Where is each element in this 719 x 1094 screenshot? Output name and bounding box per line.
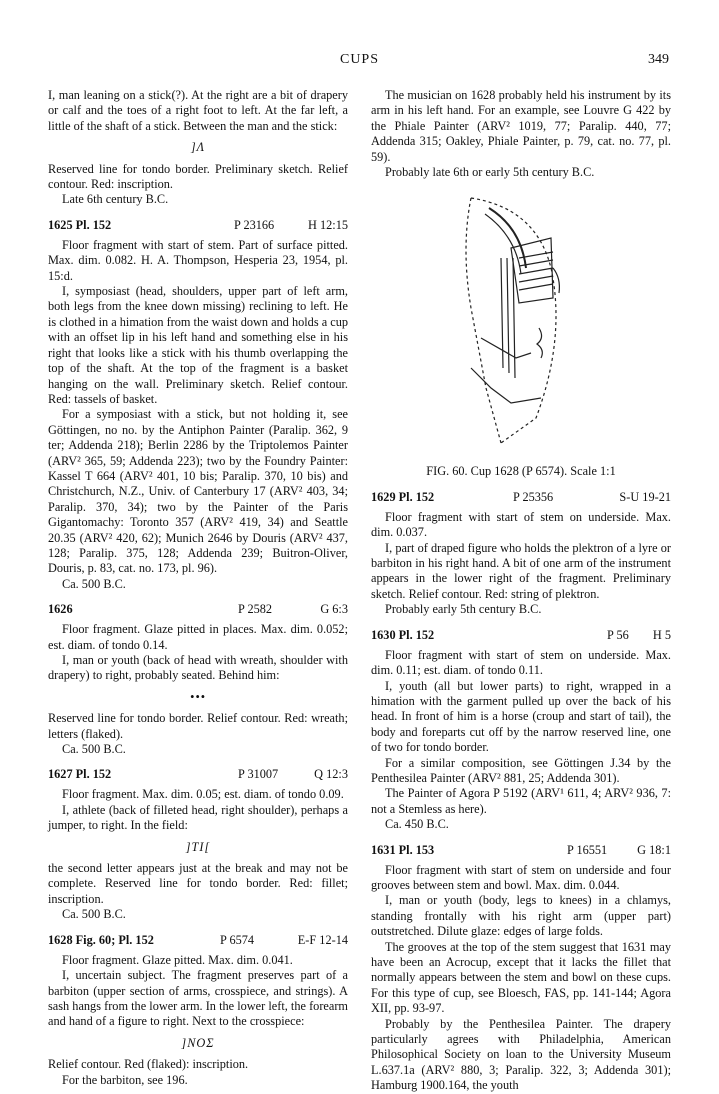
entry-1627-heading: [48, 767, 348, 783]
inventory-number: P 56: [607, 627, 629, 642]
entry-number: 1631 Pl. 153: [371, 842, 435, 857]
entry-1625-heading: [48, 218, 348, 234]
right-column: [371, 88, 671, 1094]
findspot: H 5: [652, 627, 671, 642]
paragraph: Floor fragment. Max. dim. 0.05; est. diam. of tondo 0.09.: [62, 787, 344, 802]
inscription: ]TI[: [185, 839, 211, 854]
paragraph: Floor fragment. Glaze pitted in places. Max. dim. 0.052; est. diam. of tondo 0.14.: [48, 622, 348, 652]
paragraph: I, uncertain subject. The fragment preserves part of a barbiton (upper section of arms, crosspiece, and strings). A sash hangs from the lower arm. In the lower left, the forearm and hand of a figure to right. Next to the crosspiece:: [48, 968, 348, 1029]
entry-number: 1626: [48, 602, 73, 617]
inscription: ]NOΣ: [181, 1035, 215, 1050]
findspot: G 18:1: [637, 842, 671, 857]
findspot: S-U 19-21: [619, 489, 671, 504]
date-line: Probably late 6th or early 5th century B.C.: [385, 165, 595, 180]
findspot: Q 12:3: [314, 767, 348, 782]
entry-number: 1627 Pl. 152: [48, 767, 112, 782]
paragraph: For the barbiton, see 196.: [62, 1072, 188, 1087]
left-column: [48, 88, 348, 1088]
entry-1626-heading: [48, 602, 348, 618]
date-line: Probably early 5th century B.C.: [385, 602, 542, 617]
figure-60: [371, 188, 671, 458]
findspot: E-F 12-14: [297, 932, 348, 947]
figure-caption: FIG. 60. Cup 1628 (P 6574). Scale 1:1: [426, 464, 616, 479]
running-title: CUPS: [339, 52, 380, 67]
entry-1631-heading: [371, 843, 671, 859]
paragraph: Relief contour. Red (flaked): inscription.: [48, 1057, 249, 1072]
paragraph: Probably by the Penthesilea Painter. The drapery particularly agrees with Philadelphia, American Philosophical Society on loan to the University Museum L.637.1a (ARV² 880, 3; Paralip. 322, 3; Addenda 301); Hamburg 1900.164, the youth: [371, 1016, 671, 1093]
paragraph: Floor fragment with start of stem on underside. Max. dim. 0.037.: [371, 509, 671, 540]
paragraph: I, part of draped figure who holds the plektron of a lyre or barbiton in his right hand. A bit of one arm of the instrument appears in the lower right of the fragment. Preliminary sketch. Relief contour. Red: string of plektron.: [371, 540, 671, 601]
date-line: Ca. 450 B.C.: [385, 817, 449, 832]
inventory-number: P 2582: [238, 602, 273, 617]
paragraph: Reserved line for tondo border. Preliminary sketch. Relief contour. Red: inscription.: [48, 161, 348, 192]
barbiton-fragment-drawing: [441, 188, 601, 453]
paragraph: The Painter of Agora P 5192 (ARV¹ 611, 4; ARV² 936, 7: not a Stemless as here).: [371, 786, 671, 816]
page-number: 349: [648, 52, 669, 67]
paragraph: Floor fragment with start of stem on underside and four grooves between stem and bowl. Max. dim. 0.044.: [371, 862, 671, 892]
inscription: ]Λ: [190, 140, 206, 155]
date-line: Late 6th century B.C.: [62, 192, 169, 207]
page-header: [0, 52, 719, 72]
findspot: H 12:15: [308, 217, 348, 232]
entry-number: 1630 Pl. 152: [371, 627, 435, 642]
entry-number: 1625 Pl. 152: [48, 217, 112, 232]
entry-1629-heading: [371, 490, 671, 506]
inventory-number: P 6574: [220, 932, 255, 947]
entry-1628-heading: [48, 933, 348, 949]
date-line: Ca. 500 B.C.: [62, 907, 126, 922]
inventory-number: P 25356: [513, 489, 554, 504]
entry-number: 1628 Fig. 60; Pl. 152: [48, 932, 154, 947]
date-line: Ca. 500 B.C.: [62, 742, 126, 757]
paragraph: For a symposiast with a stick, but not holding it, see Göttingen, no no. by the Antiphon Painter (Paralip. 362, 9 ter; Addenda 218); Berlin 2286 by the Triptolemos Painter (ARV² 365, 59; Addenda 223); two by the Foundry Painter: Kassel T 664 (ARV² 401, 10 bis; Paralip. 370, 10 bis) and Christchurch, N.Z., Univ. of Canterbury 17 (ARV² 403, 34; Paralip. 370, 34); two by the Painter of the Paris Gigantomachy: Toronto 357 (ARV² 419, 34) and Seattle 20.35 (ARV² 420, 62); Munich 2646 by Douris (ARV² 437, 128; Paralip. 375, 128; Addenda 239; Buitron-Oliver, Douris, p. 83, cat. no. 173, pl. 96).: [48, 407, 348, 576]
paragraph: I, man or youth (back of head with wreath, shoulder with drapery) to right, probably seated. Behind him:: [48, 653, 348, 683]
inventory-number: P 31007: [238, 767, 279, 782]
date-line: Ca. 500 B.C.: [62, 576, 126, 591]
entry-1630-heading: [371, 628, 671, 644]
inventory-number: P 16551: [567, 842, 608, 857]
paragraph: I, man or youth (body, legs to knees) in a chlamys, standing frontally with his right arm (upper part) outstretched. Dilute glaze: edges of large folds.: [371, 893, 671, 939]
paragraph: Floor fragment with start of stem on underside. Max. dim. 0.11; est. diam. of tondo 0.11.: [371, 647, 671, 678]
paragraph: I, athlete (back of filleted head, right shoulder), perhaps a jumper, to right. In the field:: [48, 802, 348, 833]
intro-paragraph: I, man leaning on a stick(?). At the right are a bit of drapery or calf and the toes of a right foot to left. At the far left, a little of the shaft of a stick. Between the man and the stick:: [48, 88, 348, 133]
paragraph: the second letter appears just at the break and may not be complete. Reserved line for tondo border. Red: fillet; inscription.: [48, 861, 348, 906]
inventory-number: P 23166: [234, 217, 275, 232]
paragraph: I, symposiast (head, shoulders, upper part of left arm, both legs from the knee down missing) reclining to left. He is clothed in a himation from the waist down and holds a cup with an offset lip in his left hand and something else in his right that looks like a stick with his thumb overlapping the top of the shaft. At the top of the fragment is a basket hanging on the wall. Preliminary sketch. Relief contour. Red: tassels of basket.: [48, 284, 348, 406]
paragraph: The musician on 1628 probably held his instrument by its arm in his left hand. For an example, see Louvre G 422 by the Phiale Painter (ARV² 1019, 77; Paralip. 440, 77; Addenda 315; Oakley, Phiale Painter, p. 79, cat. no. 77, pl. 59).: [371, 88, 671, 164]
entry-number: 1629 Pl. 152: [371, 489, 435, 504]
paragraph: For a similar composition, see Göttingen J.34 by the Penthesilea Painter (ARV² 881, 25; Addenda 301).: [371, 755, 671, 785]
findspot: G 6:3: [320, 602, 348, 617]
paragraph: Reserved line for tondo border. Relief contour. Red: wreath; letters (flaked).: [48, 711, 348, 741]
paragraph: I, youth (all but lower parts) to right, wrapped in a himation with the garment pulled up over the back of his head. In front of him is a horse (croup and start of tail), the body and foreparts cut off by the narrow reserved line, one of two for tondo border.: [371, 678, 671, 755]
paragraph: Floor fragment with start of stem. Part of surface pitted. Max. dim. 0.082. H. A. Thompson, Hesperia 23, 1954, pl. 15:d.: [48, 237, 348, 283]
inscription: •••: [190, 689, 206, 704]
paragraph: Floor fragment. Glaze pitted. Max. dim. 0.041.: [62, 952, 293, 967]
paragraph: The grooves at the top of the stem suggest that 1631 may have been an Acrocup, except that it lacks the fillet that normally appears between the stem and bowl on these cups. For this type of cup, see Bloesch, FAS, pp. 141-144; Agora XII, pp. 93-97.: [371, 939, 671, 1016]
